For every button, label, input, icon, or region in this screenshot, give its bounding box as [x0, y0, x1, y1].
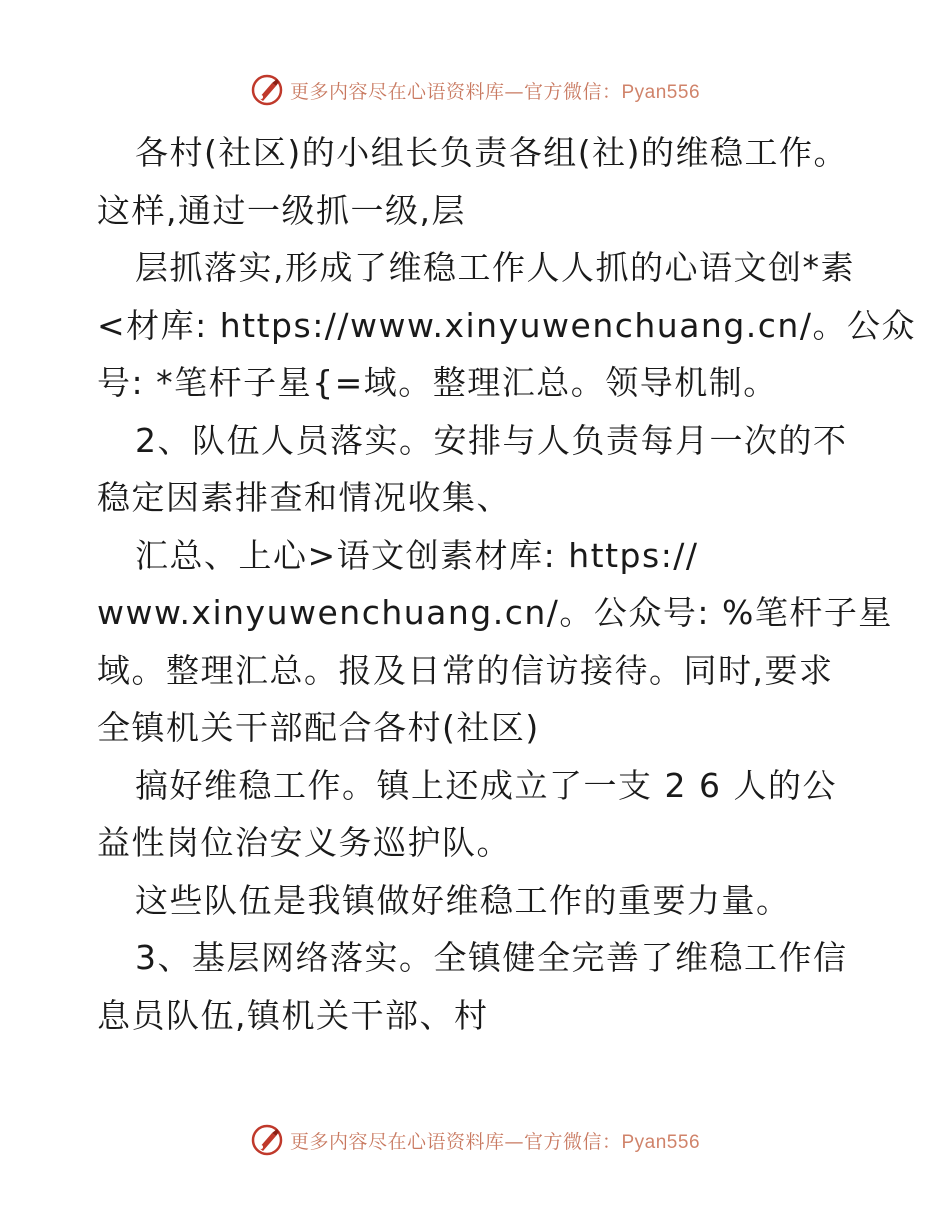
body-line: 汇总、上心>语文创素材库: https://	[135, 535, 699, 575]
body-line: 号: *笔杆子星{=域。整理汇总。领导机制。	[97, 363, 778, 402]
body-line: 搞好维稳工作。镇上还成立了一支 2 6 人的公	[135, 765, 837, 805]
body-line: 3、基层网络落实。全镇健全完善了维稳工作信	[135, 938, 848, 977]
wechat-id: Pyan556	[621, 81, 701, 103]
document-body	[97, 124, 916, 1044]
banner-text: 更多内容尽在心语资料库—官方微信：Pyan556	[289, 1130, 701, 1153]
footer-banner	[0, 1120, 950, 1160]
body-line: 稳定因素排查和情况收集、	[97, 478, 511, 517]
banner-text: 更多内容尽在心语资料库—官方微信：Pyan556	[289, 80, 701, 103]
body-line: 各村(社区)的小组长负责各组(社)的维稳工作。	[135, 133, 848, 172]
wechat-id: Pyan556	[621, 1131, 701, 1153]
body-line: 层抓落实,形成了维稳工作人人抓的心语文创*素	[135, 248, 855, 287]
pen-logo-icon	[250, 1123, 284, 1157]
pen-logo-icon	[250, 73, 284, 107]
body-line: <材库: https://www.xinyuwenchuang.cn/。公众	[97, 305, 916, 345]
body-line: 全镇机关干部配合各村(社区)	[97, 708, 540, 747]
body-line: 这样,通过一级抓一级,层	[97, 190, 466, 230]
body-line: 息员队伍,镇机关干部、村	[97, 995, 489, 1035]
body-line: 2、队伍人员落实。安排与人负责每月一次的不	[135, 420, 848, 460]
header-banner	[0, 70, 950, 110]
body-line: 益性岗位治安义务巡护队。	[97, 823, 511, 862]
body-line: www.xinyuwenchuang.cn/。公众号: %笔杆子星	[97, 593, 893, 632]
body-line: 域。整理汇总。报及日常的信访接待。同时,要求	[97, 650, 834, 690]
body-line: 这些队伍是我镇做好维稳工作的重要力量。	[135, 880, 791, 920]
